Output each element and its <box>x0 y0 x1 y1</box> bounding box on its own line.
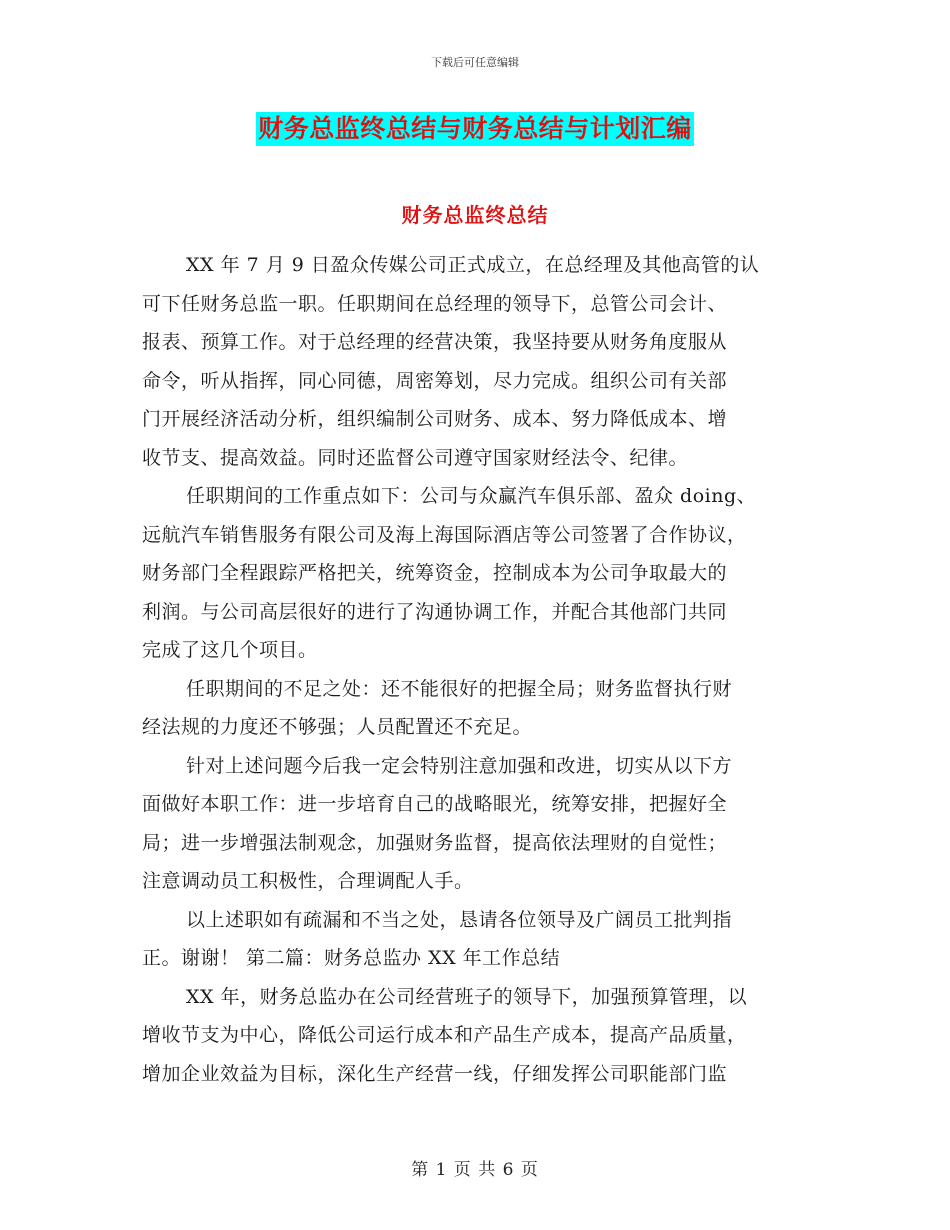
text-line: 针对上述问题今后我一定会特别注意加强和改进，切实从以下方 <box>186 754 733 777</box>
text-line: 增加企业效益为目标，深化生产经营一线，仔细发挥公司职能部门监 <box>142 1062 728 1085</box>
text-line: 报表、预算工作。对于总经理的经营决策，我坚持要从财务角度服从 <box>142 331 728 353</box>
section-title: 财务总监终总结 <box>401 203 549 227</box>
page-footer: 第 1 页 共 6 页 <box>411 1160 539 1180</box>
text-line: 任职期间的不足之处：还不能很好的把握全局；财务监督执行财 <box>186 677 733 700</box>
text-line: 命令，听从指挥，同心同德，周密筹划，尽力完成。组织公司有关部 <box>142 369 728 392</box>
text-line: 以上述职如有疏漏和不当之处，恳请各位领导及广阔员工批判指 <box>186 908 733 931</box>
text-line: 可下任财务总监一职。任职期间在总经理的领导下，总管公司会计、 <box>142 292 728 315</box>
text-line: XX 年，财务总监办在公司经营班子的领导下，加强预算管理，以 <box>186 985 748 1008</box>
body-text <box>142 246 808 1093</box>
header-note: 下载后可任意编辑 <box>431 56 519 69</box>
text-line: 收节支、提高效益。同时还监督公司遵守国家财经法令、纪律。 <box>142 446 689 469</box>
text-line: 面做好本职工作：进一步培育自己的战略眼光，统筹安排，把握好全 <box>142 793 728 815</box>
text-line: 增收节支为中心，降低公司运行成本和产品生产成本，提高产品质量， <box>142 1024 747 1046</box>
document-title <box>0 112 950 146</box>
text-line: 正。谢谢！ 第二篇：财务总监办 XX 年工作总结 <box>142 947 561 969</box>
text-line: 完成了这几个项目。 <box>142 639 318 661</box>
text-line: 注意调动员工积极性，合理调配人手。 <box>142 870 474 892</box>
text-line: 门开展经济活动分析，组织编制公司财务、成本、努力降低成本、增 <box>142 408 728 430</box>
text-line: 财务部门全程跟踪严格把关，统筹资金，控制成本为公司争取最大的 <box>142 562 728 584</box>
text-line: 远航汽车销售服务有限公司及海上海国际酒店等公司签署了合作协议， <box>142 523 747 546</box>
text-line: 利润。与公司高层很好的进行了沟通协调工作，并配合其他部门共同 <box>142 600 728 623</box>
document-title-text: 财务总监终总结与财务总结与计划汇编 <box>256 112 694 146</box>
text-line: 局；进一步增强法制观念，加强财务监督，提高依法理财的自觉性； <box>142 831 728 854</box>
text-line: 任职期间的工作重点如下：公司与众赢汽车俱乐部、盈众 doing、 <box>186 485 757 507</box>
text-line: XX 年 7 月 9 日盈众传媒公司正式成立，在总经理及其他高管的认 <box>186 254 760 276</box>
text-line: 经法规的力度还不够强；人员配置还不充足。 <box>142 716 533 738</box>
